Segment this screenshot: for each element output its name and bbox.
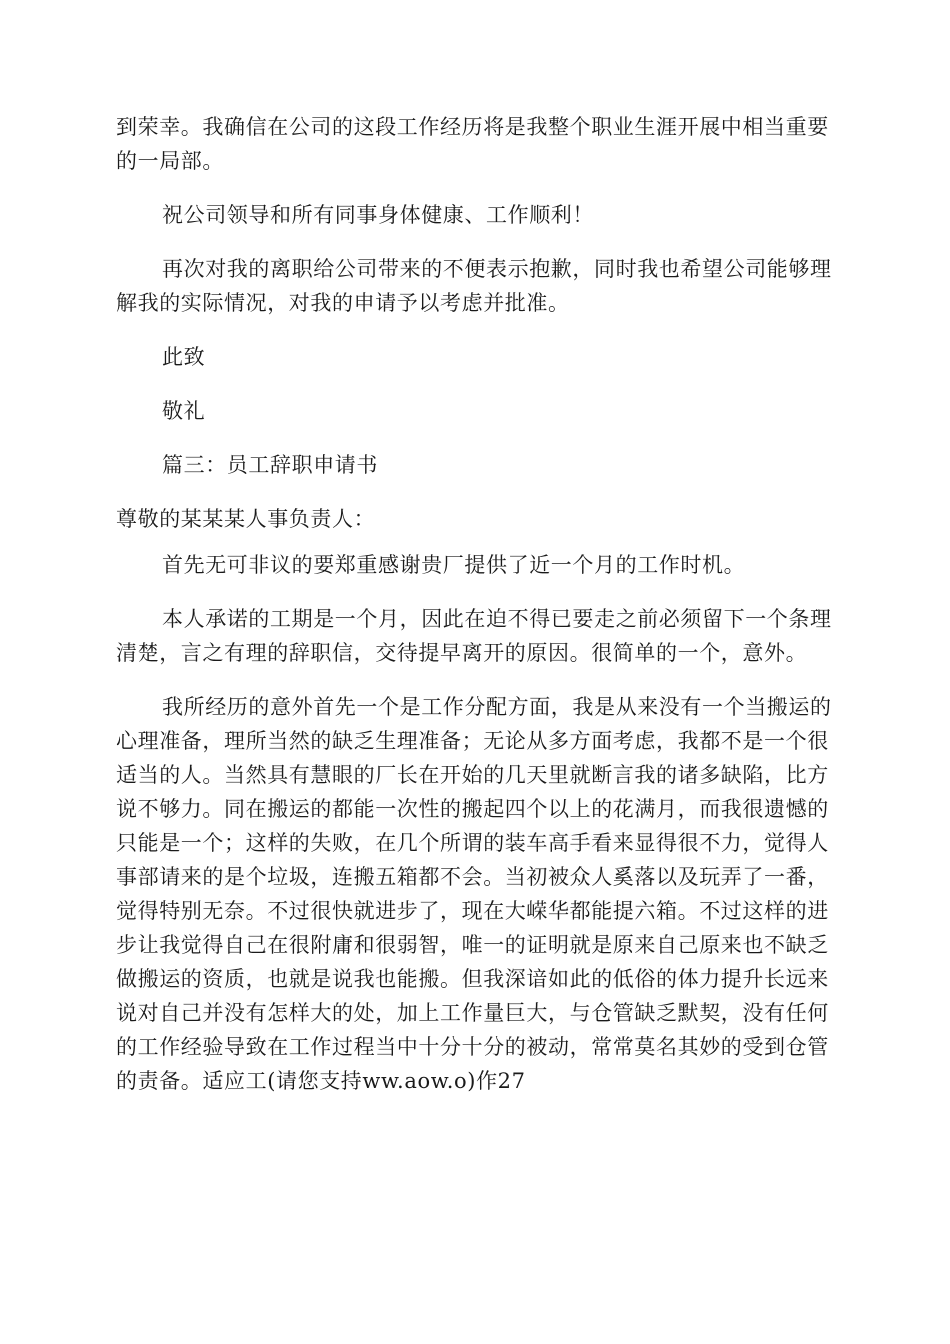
paragraph-1: 到荣幸。我确信在公司的这段工作经历将是我整个职业生涯开展中相当重要的一局部。 xyxy=(116,115,829,173)
paragraph-2: 祝公司领导和所有同事身体健康、工作顺利！ xyxy=(162,203,594,227)
paragraph-closing-1: 此致 xyxy=(162,345,206,369)
paragraph-10: 我所经历的意外首先一个是工作分配方面，我是从来没有一个当搬运的心理准备，理所当然的缺乏生理准备；无论从多方面考虑，我都不是一个很适当的人。当然具有慧眼的厂长在开始的几天里就断言我的诸多缺陷，比方说不够力。同在搬运的都能一次性的搬起四个以上的花满月，而我很遗憾的只能是一个；这样的失败，在几个所谓的装车高手看来显得很不力，觉得人事部请来的是个垃圾，连搬五箱都不会。当初被众人奚落以及玩弄了一番，觉得特别无奈。不过很快就进步了，现在大嵘华都能提六箱。不过这样的进步让我觉得自己在很附庸和很弱智，唯一的证明就是原来自己原来也不缺乏做搬运的资质，也就是说我也能搬。但我深谙如此的低俗的体力提升长远来说对自己并没有怎样大的处，加上工作量巨大，与仓管缺乏默契，没有任何的工作经验导致在工作过程当中十分十分的被动，常常莫名其妙的受到仓管的责备。适应工(请您支持ww.aow.o)作27 xyxy=(116,695,832,1093)
paragraph-8: 首先无可非议的要郑重感谢贵厂提供了近一个月的工作时机。 xyxy=(162,553,746,577)
section-heading: 篇三：员工辞职申请书 xyxy=(162,453,378,477)
document-body xyxy=(116,110,836,1118)
paragraph-3: 再次对我的离职给公司带来的不便表示抱歉，同时我也希望公司能够理解我的实际情况，对我的申请予以考虑并批准。 xyxy=(116,257,832,315)
paragraph-closing-2: 敬礼 xyxy=(162,399,206,423)
paragraph-9: 本人承诺的工期是一个月，因此在迫不得已要走之前必须留下一个条理清楚，言之有理的辞职信，交待提早离开的原因。很简单的一个，意外。 xyxy=(116,607,832,665)
salutation: 尊敬的某某某人事负责人： xyxy=(116,507,376,531)
